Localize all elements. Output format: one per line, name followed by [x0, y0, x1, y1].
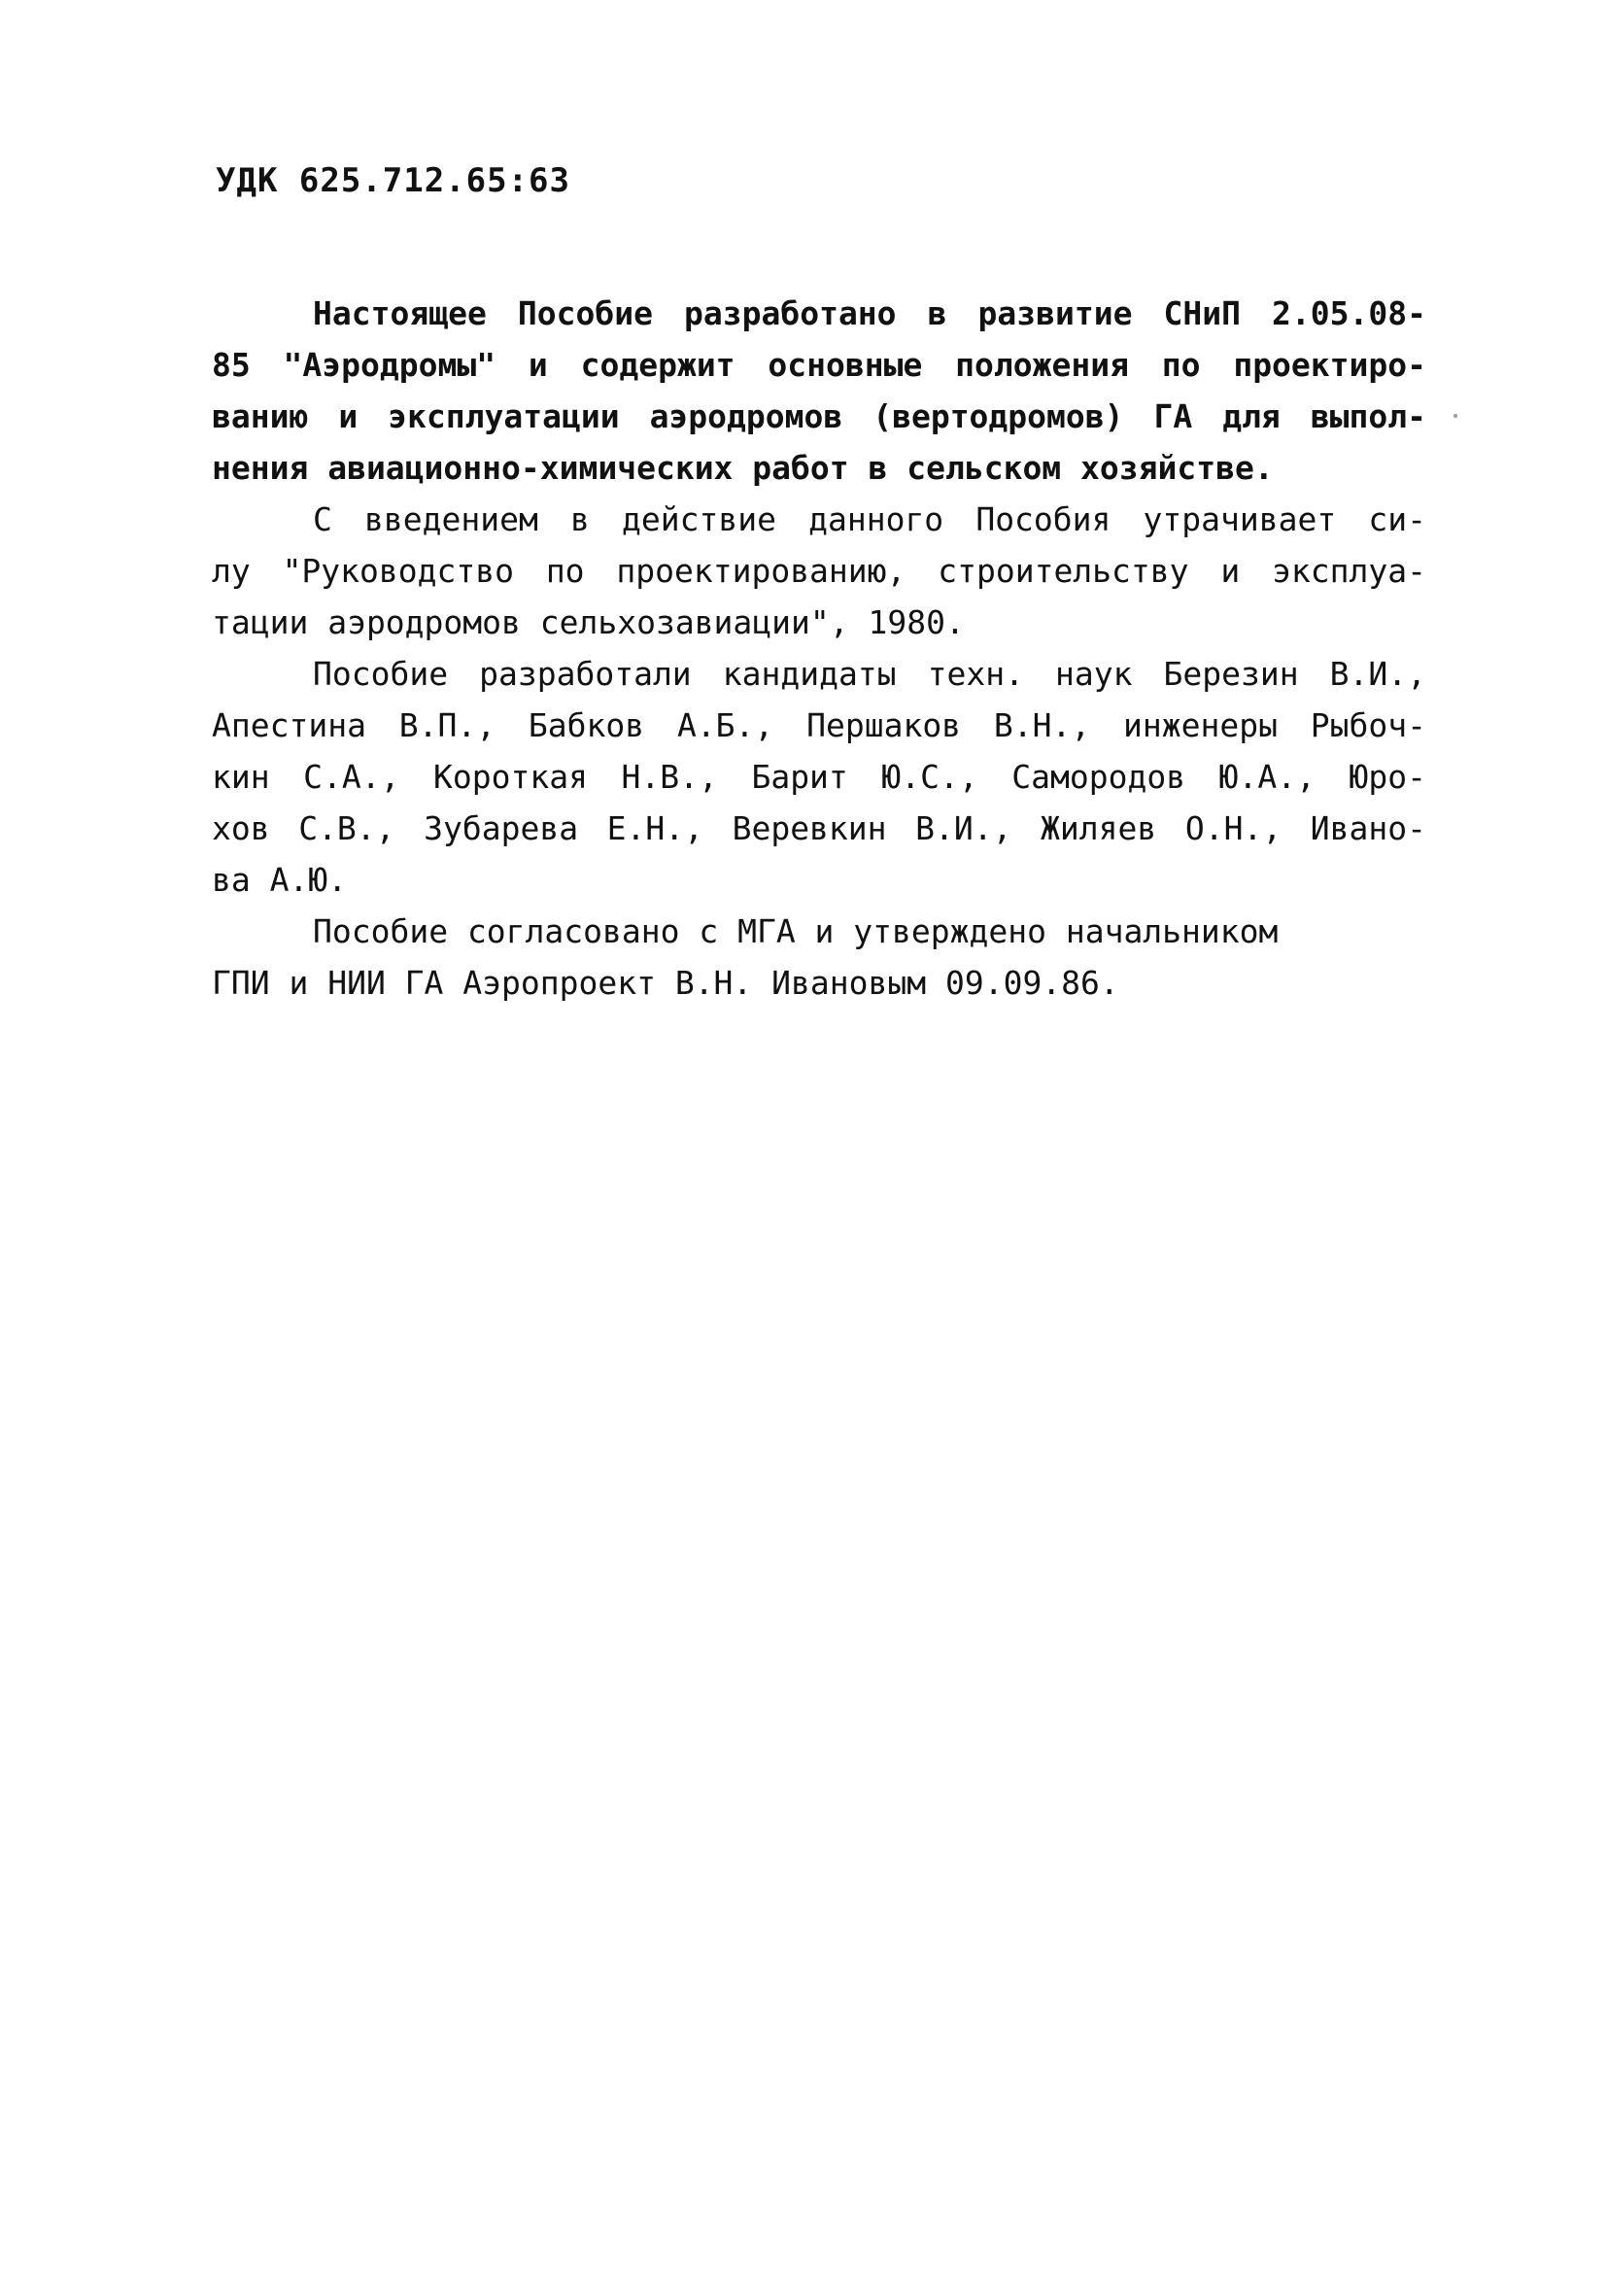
text-line: С введением в действие данного Пособия утрачивает си- [313, 500, 1426, 538]
text-line: лу "Руководство по проектированию, строительству и эксплуа- [212, 552, 1426, 590]
text-line: Пособие согласовано с МГА и утверждено начальником [313, 912, 1279, 950]
text-line: тации аэродромов сельхозавиации", 1980. [212, 603, 965, 641]
text-line: Пособие разработали кандидаты техн. наук Березин В.И., [313, 655, 1426, 693]
text-line: ва А.Ю. [212, 861, 348, 899]
text-line: 85 "Аэродромы" и содержит основные положения по проектиро- [212, 346, 1426, 384]
paragraph-approval [212, 906, 1426, 1009]
text-line: нения авиационно-химических работ в сельском хозяйстве. [212, 449, 1274, 487]
text-line: хов С.В., Зубарева Е.Н., Веревкин В.И., Жиляев О.Н., Ивано- [212, 809, 1426, 847]
text-line: Настоящее Пособие разработано в развитие СНиП 2.05.08- [313, 294, 1426, 332]
paragraph-supersedes [212, 494, 1426, 648]
text-line: Апестина В.П., Бабков А.Б., Першаков В.Н., инженеры Рыбоч- [212, 706, 1426, 744]
document-body [212, 288, 1426, 1009]
scan-speck [1453, 414, 1457, 418]
paragraph-development-basis [212, 288, 1426, 494]
udk-code: УДК 625.712.65:63 [216, 161, 570, 200]
text-line: ГПИ и НИИ ГА Аэропроект В.Н. Ивановым 09.09.86. [212, 964, 1119, 1002]
text-line: кин С.А., Короткая Н.В., Барит Ю.С., Самородов Ю.А., Юро- [212, 758, 1426, 796]
paragraph-authors [212, 648, 1426, 906]
text-line: ванию и эксплуатации аэродромов (вертодромов) ГА для выпол- [212, 397, 1426, 435]
